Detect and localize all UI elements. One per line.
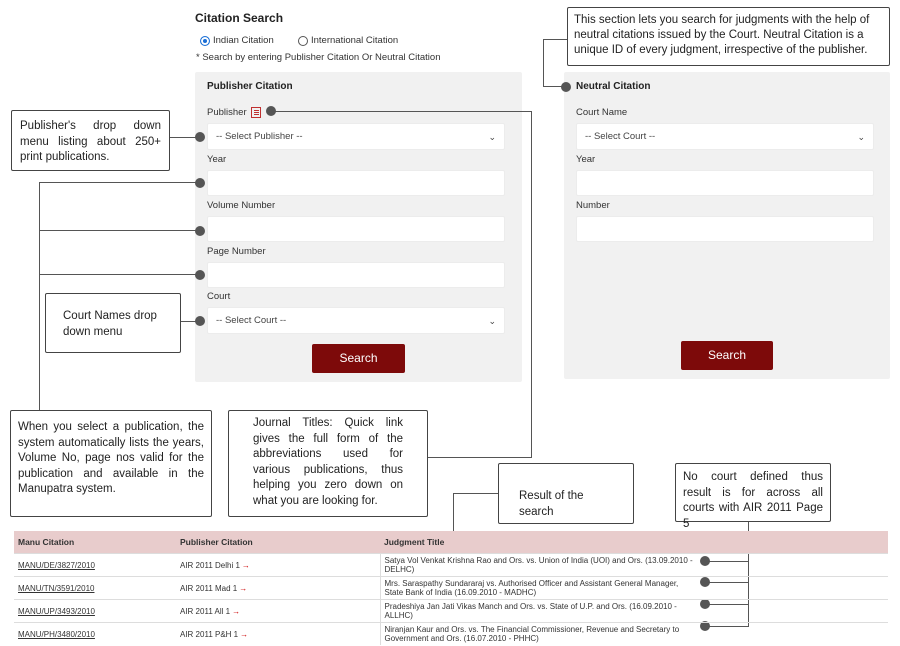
column-header-publisher: Publisher Citation [176, 531, 380, 554]
connector-line [39, 274, 199, 275]
neutral-year-input[interactable] [576, 170, 874, 196]
marker-dot [195, 270, 205, 280]
chevron-down-icon: ⌄ [488, 316, 496, 326]
radio-button-selected[interactable] [200, 36, 210, 46]
book-icon[interactable] [251, 107, 261, 118]
judgment-title[interactable]: Niranjan Kaur and Ors. vs. The Financial Commissioner, Revenue and Secretary to Government and Ors. (16.07.2010 - PHHC) [384, 625, 680, 643]
table-row [14, 600, 888, 623]
radio-indian-label: Indian Citation [213, 35, 274, 46]
manu-citation-link[interactable]: MANU/PH/3480/2010 [18, 629, 95, 639]
neutral-court-select[interactable] [576, 123, 874, 150]
volume-label: Volume Number [207, 200, 276, 211]
court-label: Court [207, 291, 231, 302]
marker-dot [195, 316, 205, 326]
neutral-court-select-value: -- Select Court -- [585, 131, 656, 142]
marker-dot [195, 132, 205, 142]
callout-result: Result of the search [498, 463, 634, 524]
connector-line [543, 39, 568, 40]
neutral-number-label: Number [576, 200, 610, 211]
results-table [14, 531, 888, 645]
marker-dot [561, 82, 571, 92]
manu-citation-link[interactable]: MANU/UP/3493/2010 [18, 606, 95, 616]
manu-citation-link[interactable]: MANU/TN/3591/2010 [18, 583, 95, 593]
connector-line [543, 39, 544, 87]
connector-line [272, 111, 532, 112]
connector-line [428, 457, 532, 458]
table-row [14, 623, 888, 646]
neutral-year-label: Year [576, 154, 596, 165]
connector-line [39, 182, 40, 410]
volume-input[interactable] [207, 216, 505, 242]
publisher-label: Publisher [207, 107, 247, 118]
marker-dot [195, 226, 205, 236]
connector-line [39, 230, 199, 231]
column-header-manu: Manu Citation [14, 531, 176, 554]
manu-citation-link[interactable]: MANU/DE/3827/2010 [18, 560, 95, 570]
chevron-down-icon: ⌄ [488, 132, 496, 142]
page-input[interactable] [207, 262, 505, 288]
radio-button[interactable] [298, 36, 308, 46]
radio-indian-citation[interactable] [200, 35, 274, 46]
neutral-search-button[interactable]: Search [681, 341, 773, 370]
connector-line [531, 111, 532, 458]
column-header-title: Judgment Title [380, 531, 888, 554]
table-header-row [14, 531, 888, 554]
callout-publisher-dropdown: Publisher's drop down menu listing about 250+ print publications. [11, 110, 170, 171]
publisher-label-row [207, 107, 261, 118]
court-name-label: Court Name [576, 107, 628, 118]
publisher-citation: AIR 2011 Mad 1 [180, 583, 238, 593]
arrow-right-icon[interactable]: → [232, 606, 241, 616]
publisher-panel-title: Publisher Citation [207, 81, 293, 92]
page-title: Citation Search [195, 11, 284, 25]
page-label: Page Number [207, 246, 266, 257]
publisher-citation: AIR 2011 All 1 [180, 606, 231, 616]
publisher-select-value: -- Select Publisher -- [216, 131, 303, 142]
table-row [14, 577, 888, 600]
year-input[interactable] [207, 170, 505, 196]
publisher-select[interactable] [207, 123, 505, 150]
results-table-wrapper [14, 531, 888, 645]
marker-dot [195, 178, 205, 188]
court-select-value: -- Select Court -- [216, 315, 287, 326]
callout-neutral-info: This section lets you search for judgments with the help of neutral citations issued by the Court. Neutral Citation is a unique ID of every judgment, irrespective of the publisher. [567, 7, 890, 66]
publisher-citation: AIR 2011 P&H 1 [180, 629, 239, 639]
connector-line [453, 493, 498, 494]
search-hint: * Search by entering Publisher Citation Or Neutral Citation [196, 52, 441, 63]
callout-auto-list: When you select a publication, the system automatically lists the years, Volume No, page nos valid for the publication and available in the Manupatra system. [10, 410, 212, 517]
neutral-panel-title: Neutral Citation [576, 81, 651, 92]
year-label: Year [207, 154, 227, 165]
callout-journal-titles: Journal Titles: Quick link gives the full form of the abbreviations used for various publications, thus helping you zero down on what you are looking for. [228, 410, 428, 517]
radio-international-label: International Citation [311, 35, 399, 46]
callout-court-names: Court Names drop down menu [45, 293, 181, 353]
publisher-citation: AIR 2011 Delhi 1 [180, 560, 240, 570]
callout-no-court: No court defined thus result is for across all courts with AIR 2011 Page 5 [675, 463, 831, 522]
court-select[interactable] [207, 307, 505, 334]
arrow-right-icon[interactable]: → [240, 629, 249, 639]
chevron-down-icon: ⌄ [857, 132, 865, 142]
judgment-title[interactable]: Mrs. Saraspathy Sundararaj vs. Authorised Officer and Assistant General Manager, State Bank of India (16.09.2010 - MADHC) [384, 579, 679, 597]
connector-line [39, 182, 199, 183]
arrow-right-icon[interactable]: → [239, 583, 248, 593]
table-row [14, 554, 888, 577]
judgment-title[interactable]: Satya Vol Venkat Krishna Rao and Ors. vs. Union of India (UOI) and Ors. (13.09.2010 - DELHC) [384, 556, 693, 574]
publisher-search-button[interactable]: Search [312, 344, 405, 373]
judgment-title[interactable]: Pradeshiya Jan Jati Vikas Manch and Ors. vs. State of U.P. and Ors. (16.09.2010 - ALLHC) [384, 602, 677, 620]
arrow-right-icon[interactable]: → [241, 560, 250, 570]
neutral-number-input[interactable] [576, 216, 874, 242]
radio-international-citation[interactable] [298, 35, 398, 46]
